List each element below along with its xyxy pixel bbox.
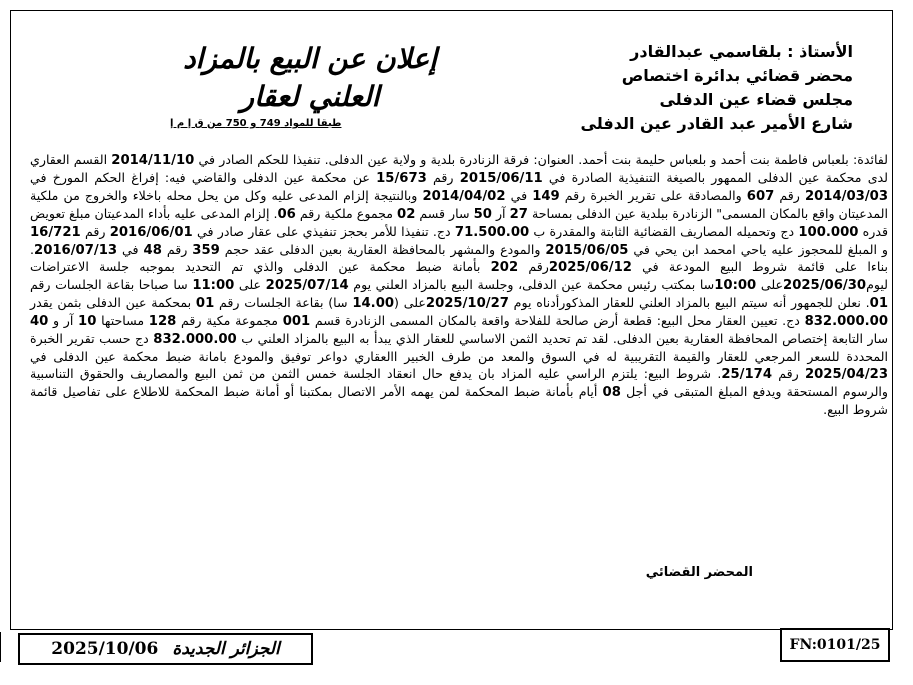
date: 2025/07/14 (265, 278, 349, 294)
border-tick (0, 632, 4, 662)
body-text: أيام بأمانة ضبط المحكمة لمن يهمه الأمر الاتصال بمكتبنا أو أمانة ضبط المحكمة للاطلاع على تفاصيل قائمة شروط البيع. (30, 383, 888, 417)
body-text: آر و (48, 313, 79, 329)
date: 2025/06/30 (783, 278, 867, 294)
body-text: على (756, 277, 784, 293)
body-text: رقم (426, 169, 460, 185)
date: 2015/06/05 (545, 242, 629, 258)
body-text: دج. تعيين العقار محل البيع: قطعة أرض صالحة للفلاحة واقعة بالمكان المسمى الزنادرة قسم (310, 313, 805, 329)
body-text: والمصادقة على تقرير الخبرة رقم (559, 187, 747, 203)
notice-title-line1: إعلان عن البيع بالمزاد (183, 42, 437, 75)
date: 2014/03/03 (804, 188, 888, 204)
body-text: سا) بقاعة الجلسات رقم (214, 295, 353, 311)
body-text: . نعلن للجمهور أنه سيتم البيع بالمزاد العلني للعقار المذكورأدناه يوم (508, 295, 870, 311)
number: 607 (746, 188, 775, 204)
officer-name: الأستاذ : بلقاسمي عبدالقادر (630, 42, 853, 61)
notice-body (30, 152, 888, 419)
signature-label: المحضر القضائي (645, 565, 753, 580)
body-text: آر (491, 205, 510, 221)
body-text: رقم (772, 365, 805, 381)
body-text: في (505, 187, 533, 203)
body-text: رقم (518, 259, 549, 275)
number: 25/174 (721, 366, 773, 382)
body-text: . شروط البيع: يلتزم الراسي عليه المزاد بان يدفع حال انعقاد الجلسة خمس الثمن من ثمن البيع والمصاريف والحقوق التناسبية والرسوم المستحقة ويدفع المبلغ المتبقى في أجل (30, 365, 888, 399)
date: 2014/11/10 (111, 153, 195, 168)
body-text: رقم (774, 187, 805, 203)
body-text: بأمانة ضبط محكمة عين الدفلى والذي تم التحديد بموجبه جلسة الاعتراضات ليوم (30, 259, 889, 293)
number: 128 (148, 314, 177, 330)
body-text: و المبلغ للمحجوز عليه ياحي امحمد ابن يحي في (628, 241, 888, 257)
date: 2015/06/11 (459, 170, 543, 186)
file-number: FN:0101/25 (789, 637, 881, 653)
number: 01 (869, 296, 888, 312)
court-name: مجلس قضاء عين الدفلى (659, 90, 853, 109)
body-text: سا بمكتب رئيس محكمة عين الدفلى، وجلسة البيع بالمزاد العلني يوم (348, 277, 715, 293)
time: 14.00 (352, 296, 395, 312)
body-text: مساحتها (96, 313, 149, 329)
body-text: سا صباحا بقاعة الجلسات رقم (30, 277, 193, 293)
body-text: دج وتحميله المصاريف القضائية الثابتة والمقدرة ب (529, 223, 799, 239)
newspaper-name: الجزائر الجديدة (172, 639, 280, 659)
bailiff-header (473, 40, 853, 136)
date: 2014/04/02 (422, 188, 506, 204)
number: 149 (532, 188, 560, 204)
newspaper-date-box (18, 633, 313, 665)
date: 2025/10/27 (425, 296, 509, 312)
officer-role: محضر قضائي بدائرة اختصاص (621, 66, 853, 85)
body-text: دج. تنفيذا للأمر بحجز تنفيذي على عقار صادر في (192, 223, 455, 239)
number: 15/673 (376, 170, 427, 186)
notice-title-block (150, 40, 470, 129)
body-text: . بناءا على قائمة شروط البيع المودعة في (30, 241, 888, 275)
legal-reference: طبقا للمواد 749 و 750 من ق إ م إ (170, 118, 342, 129)
body-text: بمحكمة عين الدفلى بثمن يقدر (30, 295, 196, 311)
date: 2025/04/23 (804, 366, 888, 382)
body-text: مجموعة مكية رقم (176, 313, 283, 329)
body-text: لفائدة: بلعباس فاطمة بنت أحمد و بلعباس حليمة بنت أحمد. العنوان: فرقة الزنادرة بلدية و ولاية عين الدفلى. تنفيذا للحكم الصادر في (194, 152, 889, 167)
number: 359 (192, 242, 220, 258)
number: 10 (78, 314, 97, 330)
number: 08 (602, 384, 621, 400)
body-text: دج حسب تقرير الخبرة المحددة للسعر المرجعي للعقار والقيمة التقريبية له في السوق والمعد من طرف الخبير االعقاري دواعر توفيق والمودع بامانة ضبط محكمة عين الدفلى في (30, 331, 888, 364)
notice-title-line2: العلني لعقار (240, 80, 380, 113)
date: 2025/06/12 (548, 260, 632, 276)
number: 01 (195, 296, 215, 312)
body-text: القسم العقاري لدى محكمة عين الدفلى الممهور بالصيغة التنفيذية الصادرة في (30, 152, 888, 185)
number: 48 (143, 242, 162, 258)
number: 02 (397, 206, 416, 222)
number: 71.500.00 (454, 224, 530, 240)
body-text: وبالنتيجة إلزام المدعى عليه وكل من يحل محله باخلاء والخروج من ملكية المدعيتان واقع بالمكان المسمى" الزنادرة ببلدية عين الدفلى بمساحة (30, 187, 888, 221)
file-number-box (780, 628, 890, 662)
number: 40 (30, 314, 49, 330)
body-text: مجموع ملكية رقم (295, 205, 398, 221)
date: 2016/07/13 (34, 242, 118, 258)
date: 2016/06/01 (109, 224, 193, 240)
body-text: في (117, 241, 144, 257)
time: 10:00 (714, 278, 757, 294)
number: 202 (490, 260, 519, 276)
number: 06 (277, 206, 296, 222)
time: 11:00 (192, 278, 235, 294)
number: 27 (509, 206, 528, 222)
publication-date: 2025/10/06 (51, 639, 159, 659)
number: 100.000 (798, 224, 859, 240)
number: 50 (473, 206, 492, 222)
office-address: شارع الأمير عبد القادر عين الدفلى (580, 114, 853, 133)
number: 832.000.00 (804, 314, 889, 330)
body-text: على ( (394, 295, 426, 311)
body-text: رقم (80, 223, 110, 239)
number: 832.000.00 (153, 332, 237, 348)
number: 001 (282, 314, 311, 330)
number: 16/721 (30, 224, 81, 240)
body-text: عن محكمة عين الدفلى والقاضي فيه: إفراغ الحكم المورخ في (30, 169, 377, 185)
body-text: رقم (161, 241, 193, 257)
body-text: والمودع والمشهر بالمحافظة العقارية بعين الدفلى عقد حجم (219, 241, 546, 257)
body-text: سار التابعة إختصاص المحافظة العقارية بعين الدفلى. لقد تم تحديد الثمن الاساسي للعقار الذي يبدأ به البيع بالمزاد العلني ب (236, 331, 888, 347)
body-text: سار قسم (415, 205, 474, 221)
body-text: . إلزام المدعى عليه بأداء المدعيتان مبلغ تعويض قدره (30, 205, 888, 239)
body-text: على (234, 277, 266, 293)
